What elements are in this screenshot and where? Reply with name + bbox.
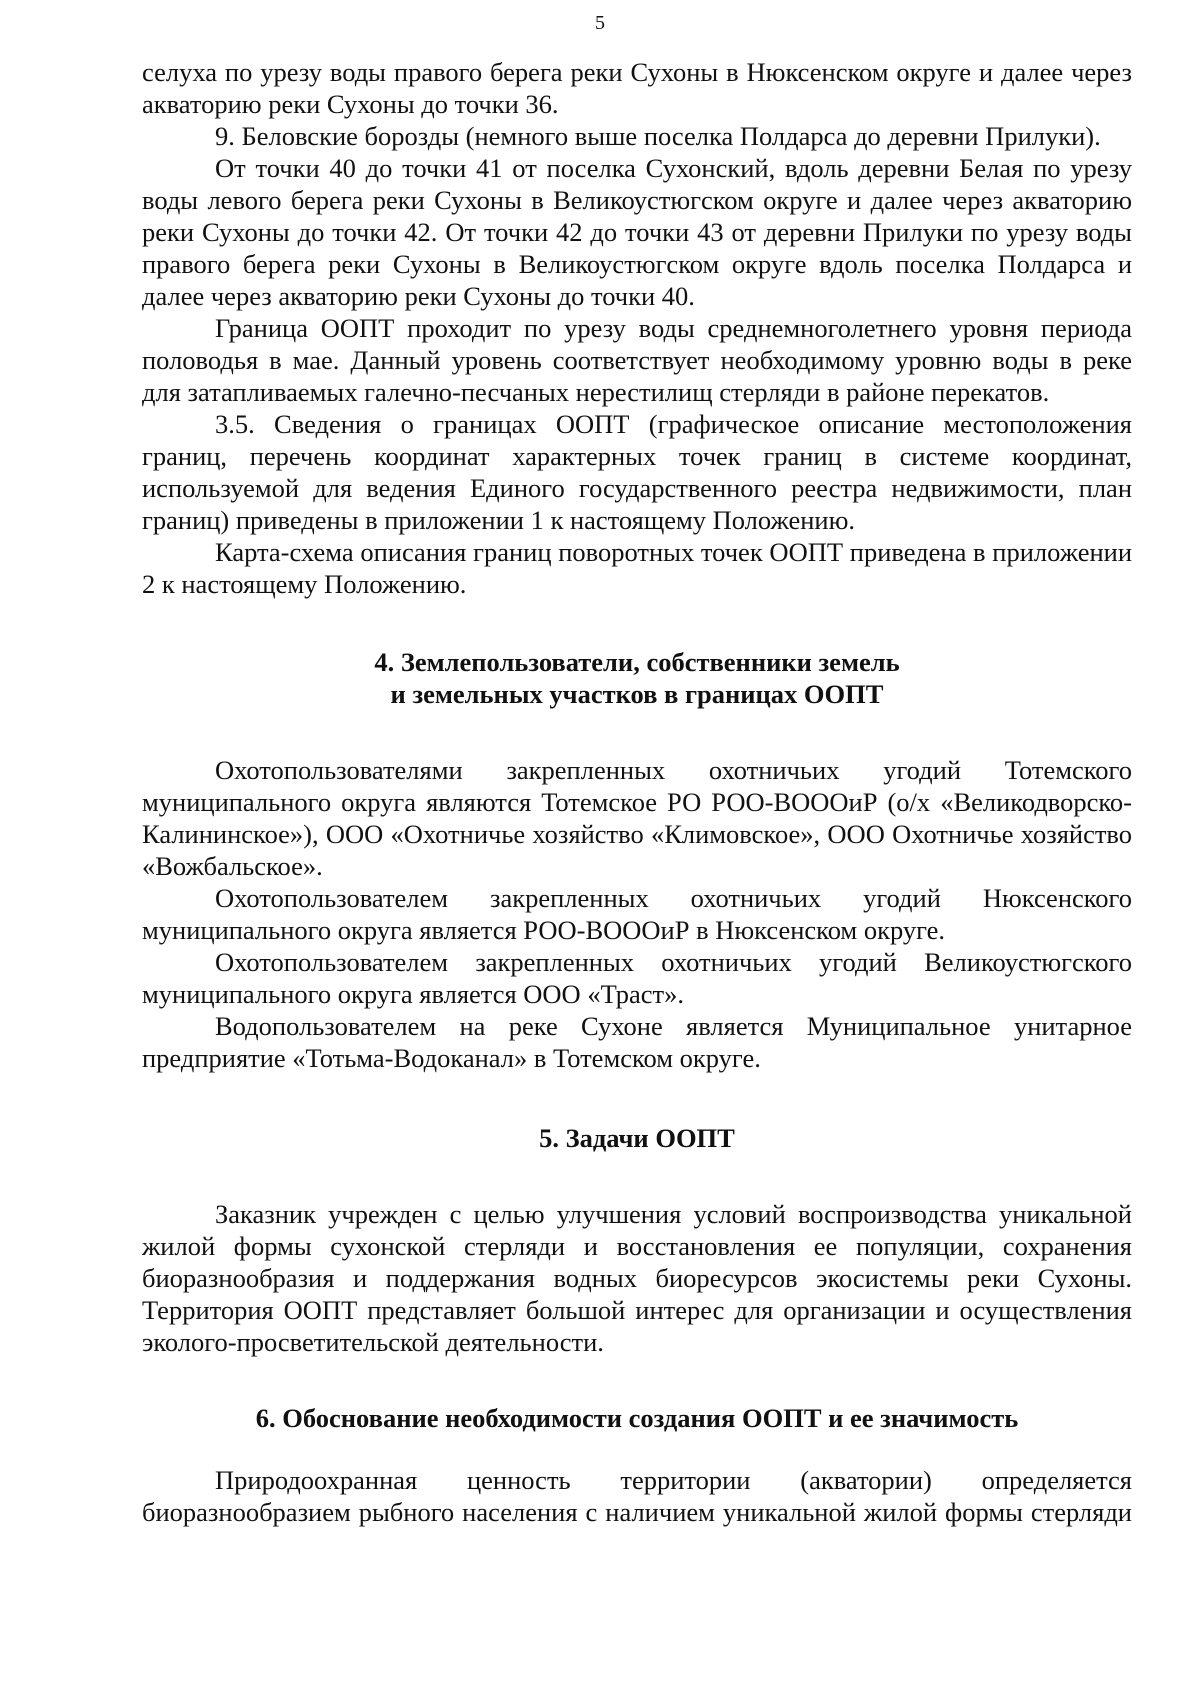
paragraph: Природоохранная ценность территории (акватории) определяется биоразнообразием рыбного населения с наличием уникальной жилой формы стерляди bbox=[142, 1465, 1132, 1527]
paragraph: Граница ООПТ проходит по урезу воды среднемноголетнего уровня периода половодья в мае. Данный уровень соответствует необходимому уровню воды в реке для затапливаемых галечно-песчаных нерестилищ стерляди в районе перекатов. bbox=[142, 313, 1132, 407]
heading-line: 4. Землепользователи, собственники земель bbox=[374, 647, 900, 677]
paragraph: От точки 40 до точки 41 от поселка Сухонский, вдоль деревни Белая по урезу воды левого берега реки Сухоны в Великоустюгском округе и далее через акваторию реки Сухоны до точки 42. От точки 42 до точки 43 от деревни Прилуки по урезу воды правого берега реки Сухоны в Великоустюгском округе вдоль поселка Полдарса и далее через акваторию реки Сухоны до точки 40. bbox=[142, 153, 1132, 311]
paragraph: Охотопользователем закрепленных охотничьих угодий Великоустюгского муниципального округа является ООО «Траст». bbox=[142, 947, 1132, 1009]
paragraph: Водопользователем на реке Сухоне является Муниципальное унитарное предприятие «Тотьма-Водоканал» в Тотемском округе. bbox=[142, 1011, 1132, 1073]
paragraph: Заказник учрежден с целью улучшения условий воспроизводства уникальной жилой формы сухонской стерляди и восстановления ее популяции, сохранения биоразнообразия и поддержания водных биоресурсов экосистемы реки Сухоны. Территория ООПТ представляет большой интерес для организации и осуществления эколого-просветительской деятельности. bbox=[142, 1199, 1132, 1357]
page-number: 5 bbox=[595, 12, 605, 34]
paragraph: 9. Беловские борозды (немного выше поселка Полдарса до деревни Прилуки). bbox=[215, 121, 1101, 151]
section-heading-5: 5. Задачи ООПТ bbox=[539, 1123, 735, 1153]
document-body bbox=[142, 56, 1132, 1528]
paragraph: Охотопользователями закрепленных охотничьих угодий Тотемского муниципального округа являются Тотемское РО РОО-ВОООиР (о/х «Великодворско-Калининское»), ООО «Охотничье хозяйство «Климовское», ООО Охотничье хозяйство «Вожбальское». bbox=[142, 755, 1132, 881]
heading-line: и земельных участков в границах ООПТ bbox=[390, 679, 884, 709]
section-heading-6: 6. Обоснование необходимости создания ООПТ и ее значимость bbox=[255, 1403, 1019, 1433]
paragraph: Карта-схема описания границ поворотных точек ООПТ приведена в приложении 2 к настоящему Положению. bbox=[142, 537, 1132, 599]
section-heading-4 bbox=[142, 646, 1132, 710]
paragraph: 3.5. Сведения о границах ООПТ (графическое описание местоположения границ, перечень координат характерных точек границ в системе координат, используемой для ведения Единого государственного реестра недвижимости, план границ) приведены в приложении 1 к настоящему Положению. bbox=[142, 409, 1132, 535]
paragraph: селуха по урезу воды правого берега реки Сухоны в Нюксенском округе и далее через акваторию реки Сухоны до точки 36. bbox=[142, 57, 1132, 119]
paragraph: Охотопользователем закрепленных охотничьих угодий Нюксенского муниципального округа является РОО-ВОООиР в Нюксенском округе. bbox=[142, 883, 1132, 945]
